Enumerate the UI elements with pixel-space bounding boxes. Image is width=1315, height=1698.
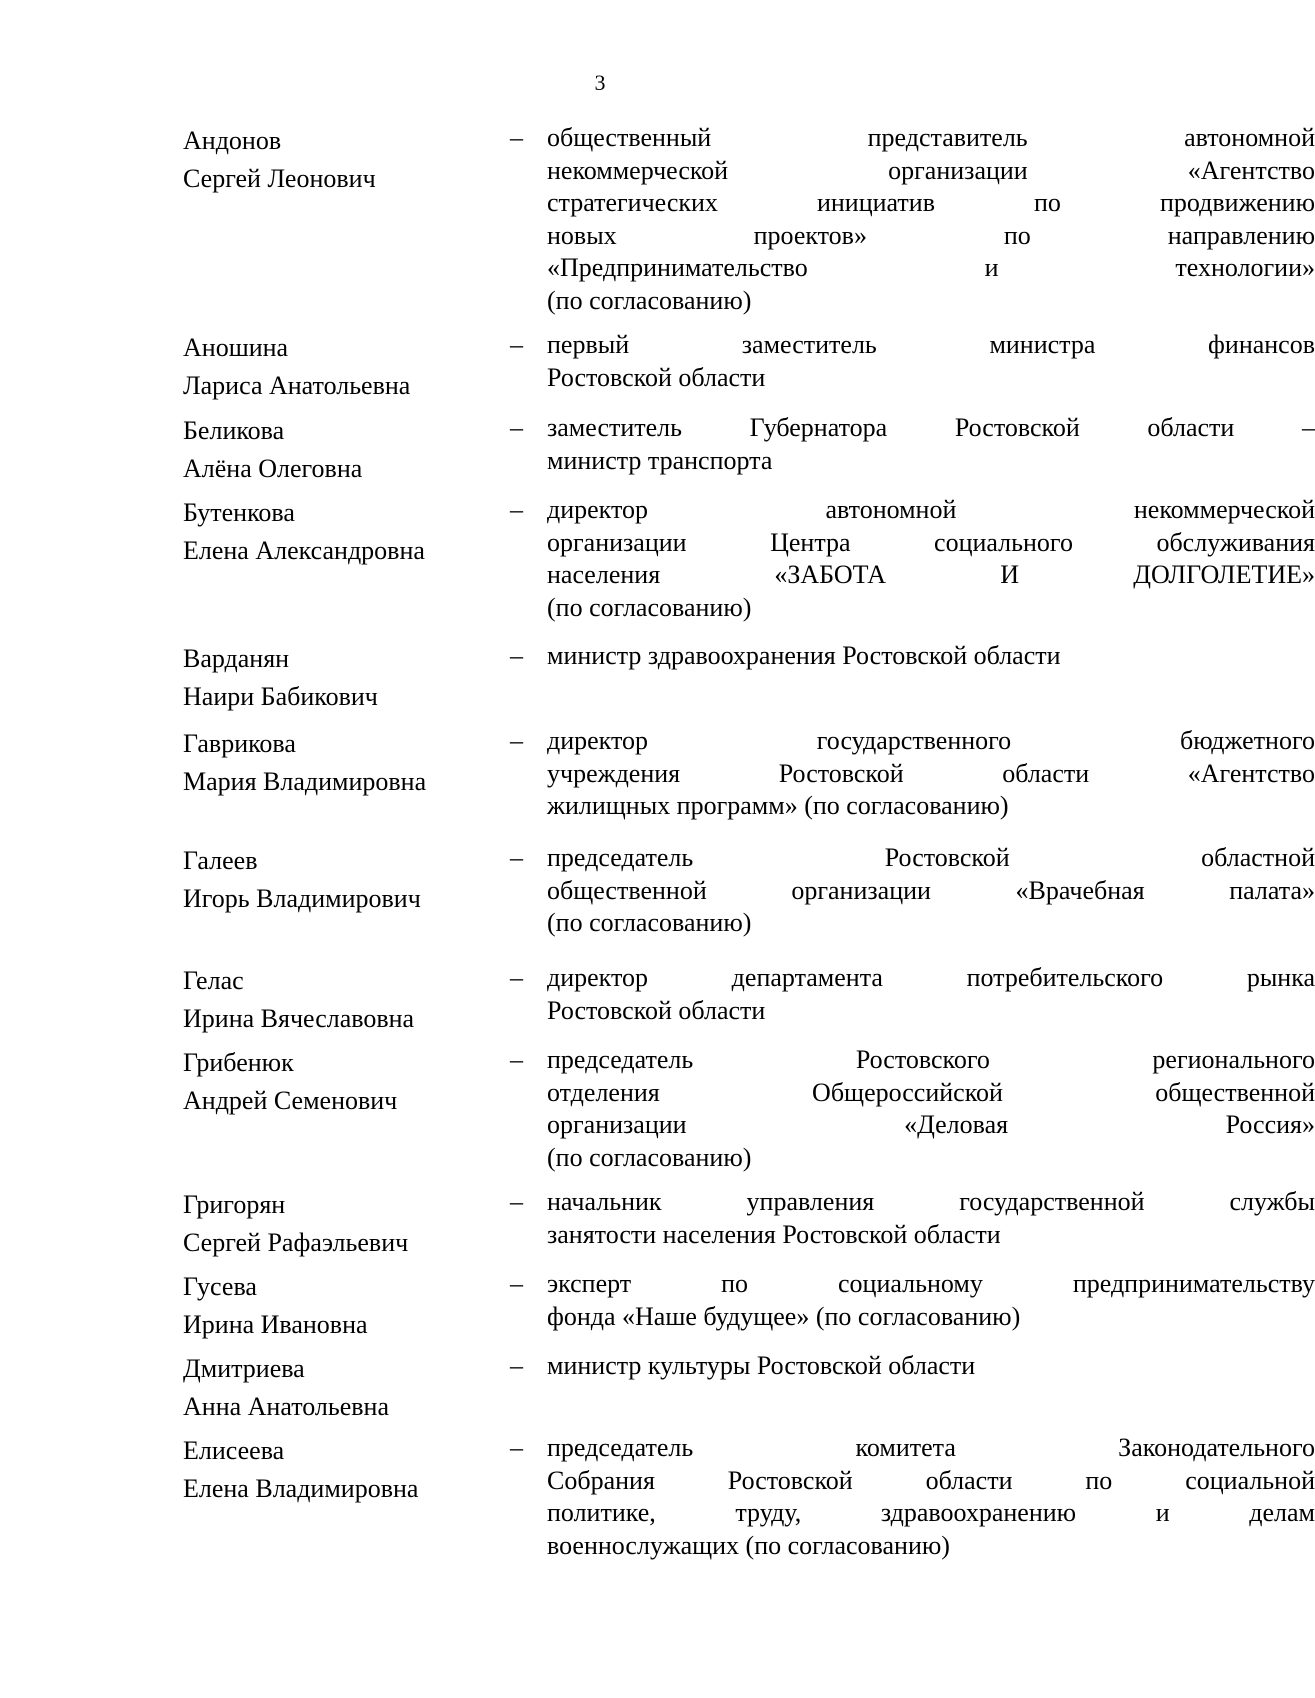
member-given-names: Елена Александровна bbox=[183, 536, 425, 565]
member-given-names: Ирина Ивановна bbox=[183, 1310, 368, 1339]
member-surname: Григорян bbox=[183, 1190, 286, 1219]
member-entry bbox=[183, 962, 1315, 1033]
position-line: министр культуры Ростовской области bbox=[547, 1351, 976, 1380]
member-entry bbox=[183, 494, 1315, 622]
member-name bbox=[183, 329, 503, 405]
member-entry bbox=[183, 1186, 1315, 1257]
position-line: директор автономной некоммерческой bbox=[547, 495, 1315, 524]
member-entry bbox=[183, 842, 1315, 937]
position-line: эксперт по социальному предпринимательству bbox=[547, 1269, 1315, 1298]
position-line: фонда «Наше будущее» (по согласованию) bbox=[547, 1301, 1021, 1331]
position-line: заместитель Губернатора Ростовской области – bbox=[547, 413, 1315, 442]
position-line: председатель комитета Законодательного bbox=[547, 1433, 1315, 1462]
separator-dash: – bbox=[510, 726, 523, 755]
position-line: организации «Деловая Россия» bbox=[547, 1110, 1315, 1139]
member-surname: Гелас bbox=[183, 966, 244, 995]
member-entry bbox=[183, 1432, 1315, 1560]
member-position bbox=[547, 1432, 1315, 1562]
position-line: новых проектов» по направлению bbox=[547, 220, 1315, 250]
member-given-names: Лариса Анатольевна bbox=[183, 371, 411, 400]
member-name bbox=[183, 122, 503, 198]
member-entry bbox=[183, 329, 1315, 400]
member-position bbox=[547, 122, 1315, 317]
separator-dash: – bbox=[510, 1433, 523, 1462]
separator-dash: – bbox=[510, 413, 523, 442]
member-given-names: Алёна Олеговна bbox=[183, 454, 363, 483]
member-given-names: Ирина Вячеславовна bbox=[183, 1004, 415, 1033]
member-position bbox=[547, 962, 1315, 1027]
separator-dash: – bbox=[510, 123, 523, 152]
member-surname: Аношина bbox=[183, 333, 289, 362]
position-line: занятости населения Ростовской области bbox=[547, 1219, 1001, 1249]
member-given-names: Игорь Владимирович bbox=[183, 884, 421, 913]
position-line: (по согласованию) bbox=[547, 285, 752, 315]
member-name bbox=[183, 725, 503, 801]
member-surname: Варданян bbox=[183, 644, 290, 673]
member-position bbox=[547, 1044, 1315, 1174]
position-line: председатель Ростовской областной bbox=[547, 843, 1315, 872]
separator-dash: – bbox=[510, 495, 523, 524]
member-name bbox=[183, 1350, 503, 1426]
position-line: общественный представитель автономной bbox=[547, 123, 1315, 152]
member-entry bbox=[183, 122, 1315, 315]
position-line: министр здравоохранения Ростовской области bbox=[547, 641, 1061, 670]
position-line: отделения Общероссийской общественной bbox=[547, 1077, 1315, 1107]
position-line: начальник управления государственной службы bbox=[547, 1187, 1315, 1216]
position-line: (по согласованию) bbox=[547, 1142, 752, 1172]
member-surname: Елисеева bbox=[183, 1436, 285, 1465]
member-surname: Бутенкова bbox=[183, 498, 295, 527]
position-line: общественной организации «Врачебная палата» bbox=[547, 875, 1315, 905]
member-surname: Беликова bbox=[183, 416, 285, 445]
member-name bbox=[183, 1186, 503, 1262]
member-surname: Грибенюк bbox=[183, 1048, 294, 1077]
member-position bbox=[547, 725, 1315, 823]
member-position bbox=[547, 1350, 1315, 1383]
position-line: Ростовской области bbox=[547, 995, 766, 1025]
member-name bbox=[183, 412, 503, 488]
position-line: директор департамента потребительского рынка bbox=[547, 963, 1315, 992]
position-line: министр транспорта bbox=[547, 445, 773, 475]
separator-dash: – bbox=[510, 641, 523, 670]
position-line: стратегических инициатив по продвижению bbox=[547, 188, 1315, 217]
member-position bbox=[547, 1268, 1315, 1333]
member-name bbox=[183, 1432, 503, 1508]
member-position bbox=[547, 494, 1315, 624]
position-line: директор государственного бюджетного bbox=[547, 726, 1315, 755]
member-position bbox=[547, 412, 1315, 477]
separator-dash: – bbox=[510, 1269, 523, 1298]
position-line: политике, труду, здравоохранению и делам bbox=[547, 1498, 1315, 1527]
position-line: председатель Ростовского регионального bbox=[547, 1045, 1315, 1074]
member-given-names: Анна Анатольевна bbox=[183, 1392, 389, 1421]
separator-dash: – bbox=[510, 963, 523, 992]
member-position bbox=[547, 640, 1315, 673]
member-entry bbox=[183, 1350, 1133, 1421]
member-name bbox=[183, 1268, 503, 1344]
member-given-names: Сергей Рафаэльевич bbox=[183, 1228, 409, 1257]
position-line: населения «ЗАБОТА И ДОЛГОЛЕТИЕ» bbox=[547, 560, 1315, 589]
member-given-names: Наири Бабикович bbox=[183, 682, 378, 711]
member-surname: Галеев bbox=[183, 846, 258, 875]
member-name bbox=[183, 1044, 503, 1120]
position-line: (по согласованию) bbox=[547, 908, 752, 937]
member-surname: Андонов bbox=[183, 126, 282, 155]
member-given-names: Елена Владимировна bbox=[183, 1474, 419, 1503]
position-line: военнослужащих (по согласованию) bbox=[547, 1530, 950, 1560]
member-surname: Гаврикова bbox=[183, 729, 296, 758]
position-line: учреждения Ростовской области «Агентство bbox=[547, 758, 1315, 788]
member-entry bbox=[183, 412, 1315, 483]
position-line: организации Центра социального обслуживания bbox=[547, 527, 1315, 557]
separator-dash: – bbox=[510, 330, 523, 359]
member-name bbox=[183, 962, 503, 1038]
member-position bbox=[547, 1186, 1315, 1251]
separator-dash: – bbox=[510, 1187, 523, 1216]
member-position bbox=[547, 842, 1315, 940]
member-entry bbox=[183, 1044, 1315, 1172]
member-entry bbox=[183, 725, 1315, 820]
position-line: Ростовской области bbox=[547, 362, 766, 392]
position-line: жилищных программ» (по согласованию) bbox=[547, 791, 1009, 820]
position-line: некоммерческой организации «Агентство bbox=[547, 155, 1315, 185]
page-number: 3 bbox=[594, 70, 606, 95]
position-line: «Предпринимательство и технологии» bbox=[547, 253, 1315, 282]
member-surname: Дмитриева bbox=[183, 1354, 305, 1383]
member-entry bbox=[183, 1268, 1315, 1339]
member-position bbox=[547, 329, 1315, 394]
member-given-names: Мария Владимировна bbox=[183, 767, 427, 796]
member-surname: Гусева bbox=[183, 1272, 257, 1301]
separator-dash: – bbox=[510, 843, 523, 872]
member-name bbox=[183, 640, 503, 716]
member-given-names: Андрей Семенович bbox=[183, 1086, 398, 1115]
position-line: первый заместитель министра финансов bbox=[547, 330, 1315, 359]
separator-dash: – bbox=[510, 1351, 523, 1380]
member-name bbox=[183, 494, 503, 570]
separator-dash: – bbox=[510, 1045, 523, 1074]
member-given-names: Сергей Леонович bbox=[183, 164, 376, 193]
position-line: Собрания Ростовской области по социальной bbox=[547, 1465, 1315, 1495]
position-line: (по согласованию) bbox=[547, 592, 752, 622]
member-name bbox=[183, 842, 503, 918]
member-entry bbox=[183, 640, 1133, 711]
